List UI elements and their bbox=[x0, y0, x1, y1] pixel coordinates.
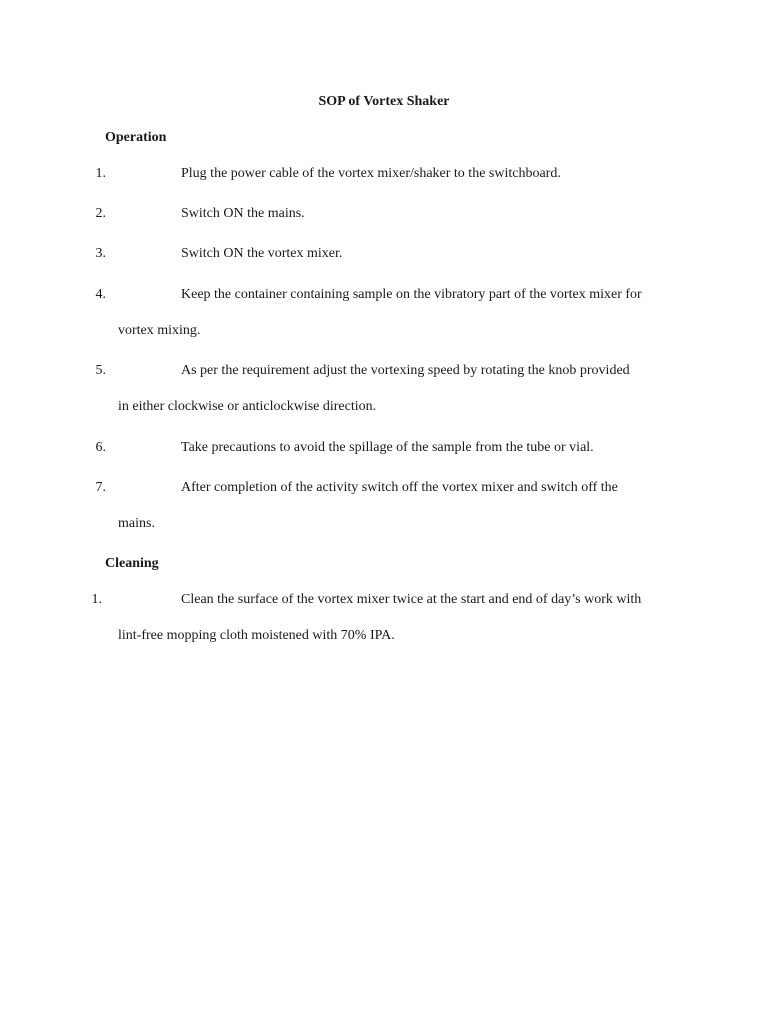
item-text: Keep the container containing sample on the vibratory part of the vortex mixer for bbox=[181, 287, 642, 302]
item-number: 5. bbox=[95, 363, 106, 378]
item-text: Switch ON the vortex mixer. bbox=[181, 246, 343, 261]
item-text-continuation: vortex mixing. bbox=[118, 323, 201, 338]
item-number: 3. bbox=[95, 246, 106, 261]
item-text: Plug the power cable of the vortex mixer/shaker to the switchboard. bbox=[181, 166, 561, 181]
item-text: After completion of the activity switch off the vortex mixer and switch off the bbox=[181, 480, 618, 495]
item-number: 1. bbox=[95, 166, 106, 181]
item-text: Take precautions to avoid the spillage of the sample from the tube or vial. bbox=[181, 440, 594, 455]
item-text: Switch ON the mains. bbox=[181, 206, 305, 221]
item-text-continuation: lint-free mopping cloth moistened with 70% IPA. bbox=[118, 628, 395, 643]
item-text-continuation: mains. bbox=[118, 516, 155, 531]
item-number: 2. bbox=[95, 206, 106, 221]
item-number: 1. bbox=[91, 592, 102, 607]
item-text-continuation: in either clockwise or anticlockwise direction. bbox=[118, 399, 377, 414]
item-number: 4. bbox=[95, 287, 106, 302]
item-number: 6. bbox=[95, 440, 106, 455]
item-text: Clean the surface of the vortex mixer twice at the start and end of day’s work with bbox=[181, 592, 642, 607]
item-number: 7. bbox=[95, 480, 106, 495]
section-heading-cleaning: Cleaning bbox=[105, 556, 159, 571]
document-title: SOP of Vortex Shaker bbox=[318, 94, 450, 109]
section-heading-operation: Operation bbox=[105, 130, 167, 145]
item-text: As per the requirement adjust the vortexing speed by rotating the knob provided bbox=[181, 363, 630, 378]
